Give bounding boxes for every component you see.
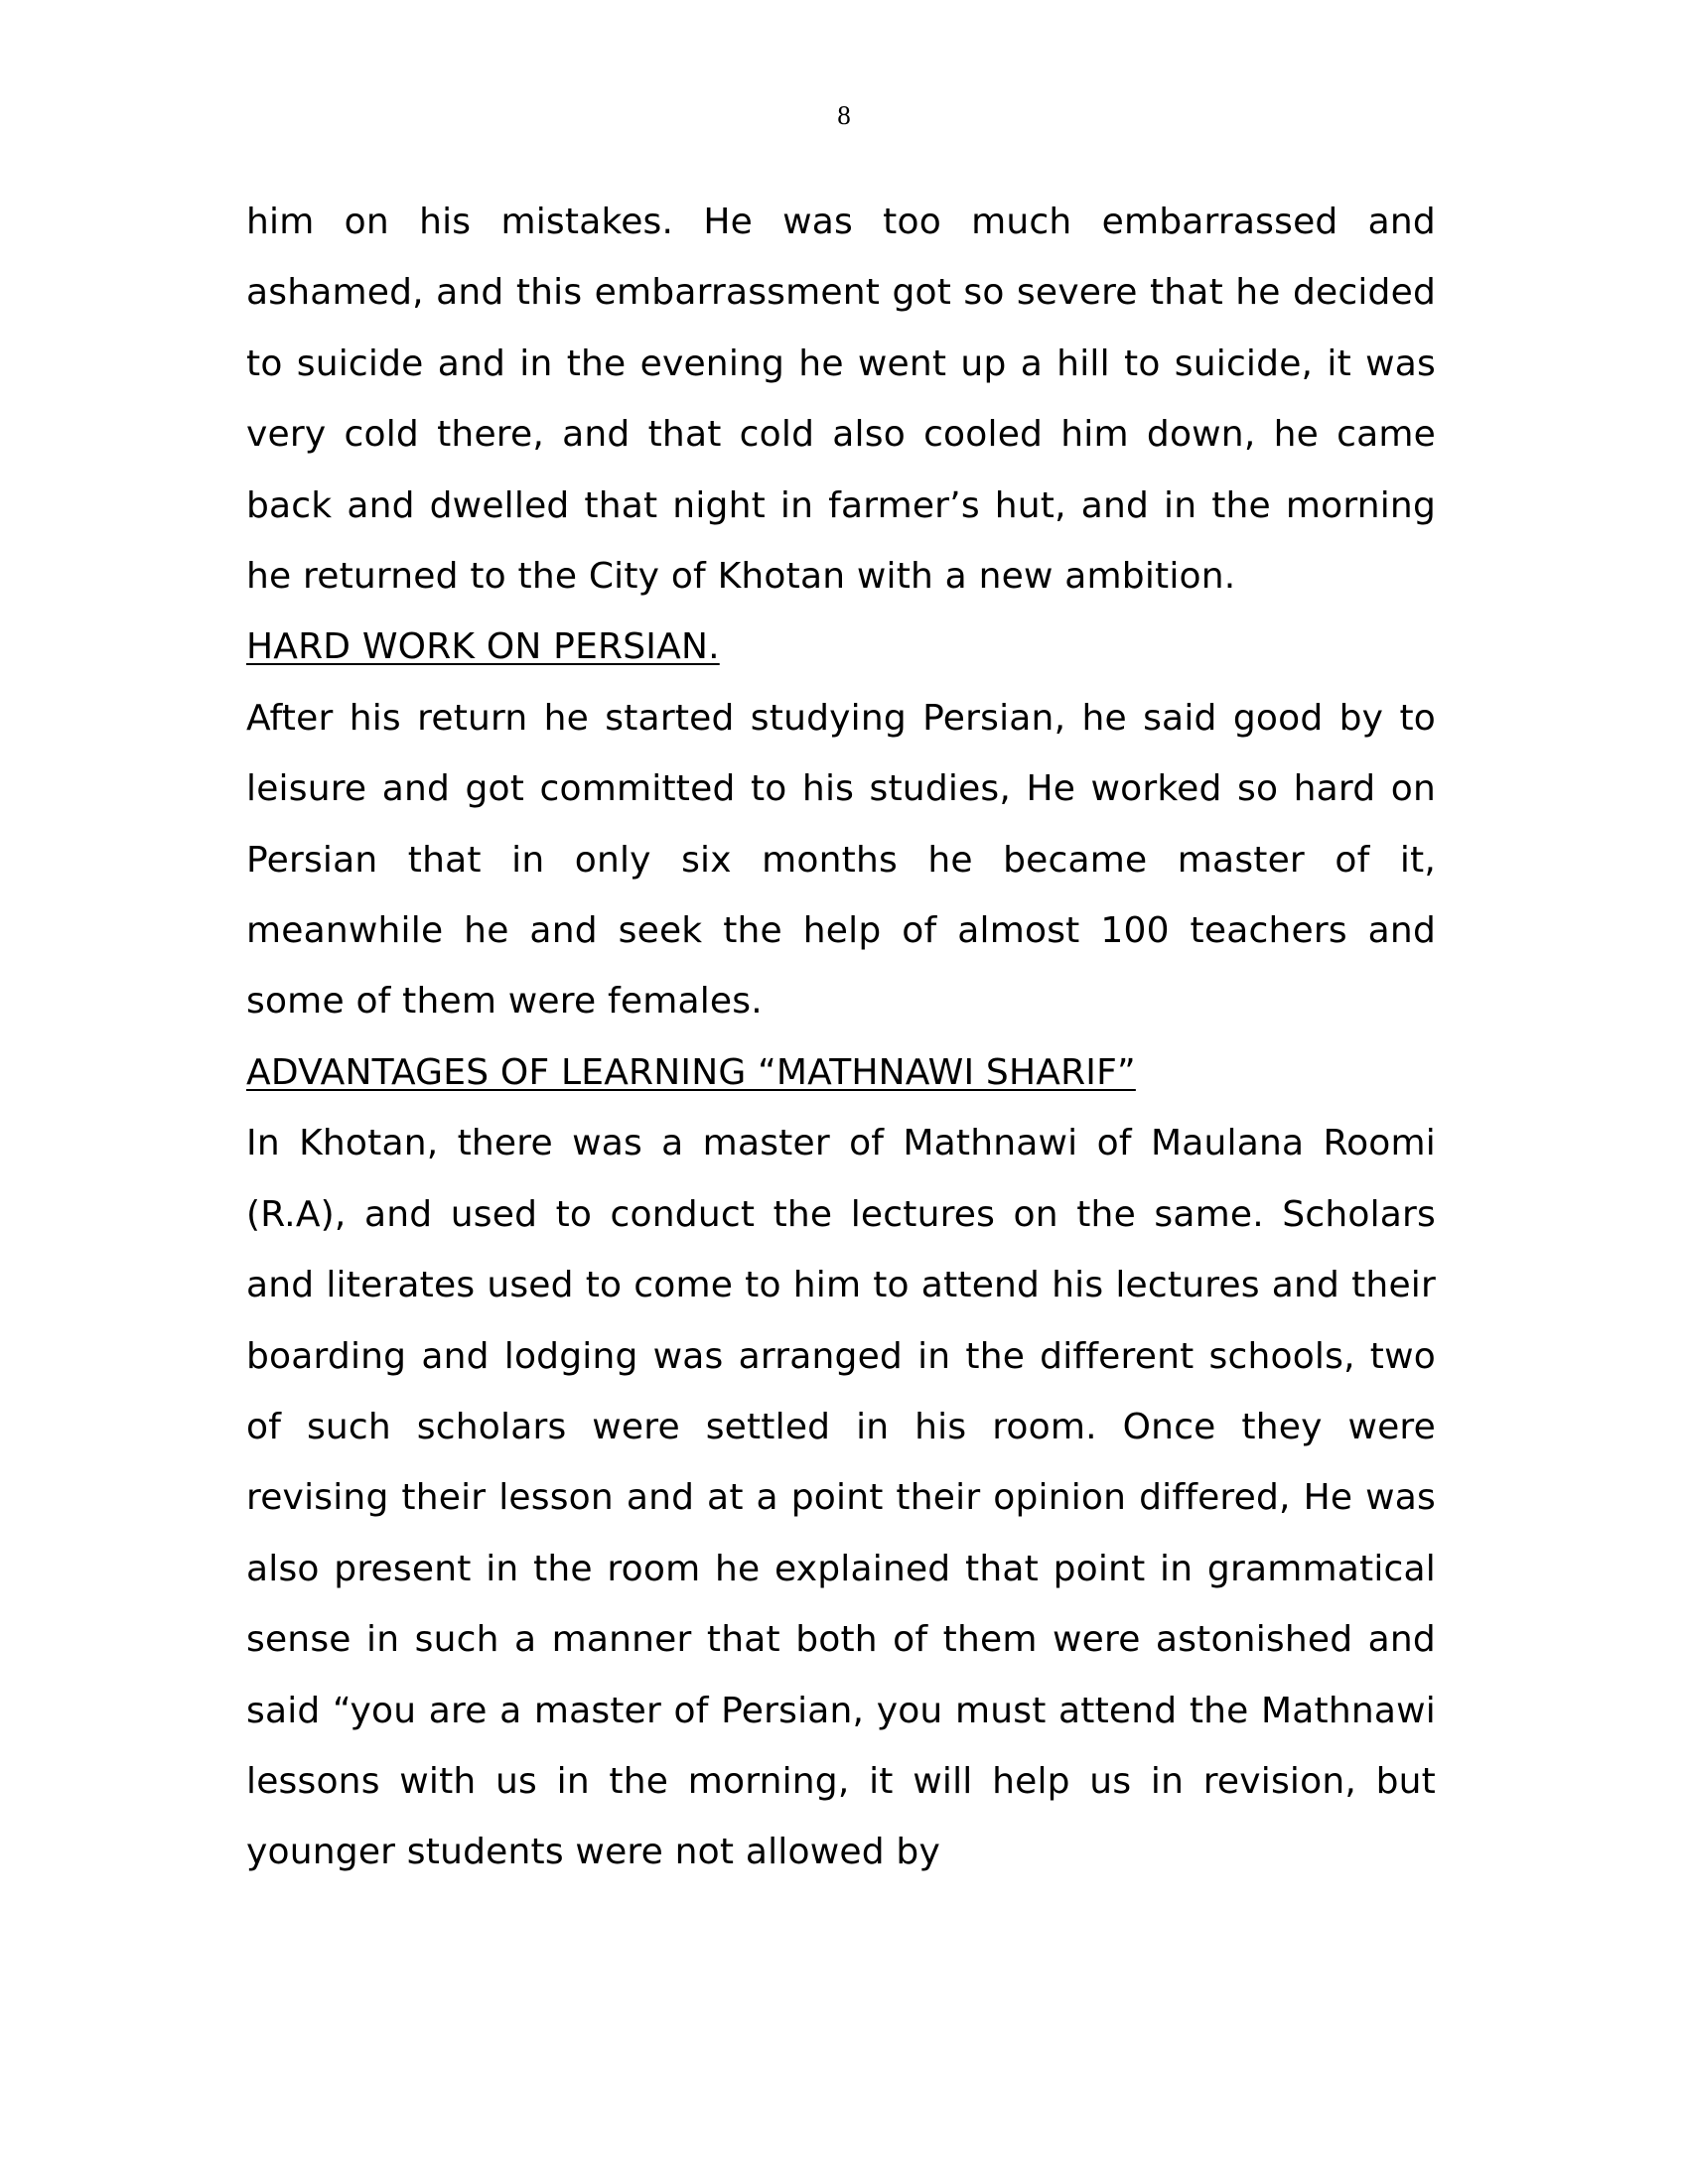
page-number: 8 bbox=[837, 100, 851, 130]
page-body bbox=[246, 187, 1436, 1888]
heading-hard-work-on-persian: HARD WORK ON PERSIAN. bbox=[246, 626, 720, 668]
paragraph-opening: him on his mistakes. He was too much embarrassed and ashamed, and this embarrassment got so severe that he decided to suicide and in the evening he went up a hill to suicide, it was very cold there, and that cold also cooled him down, he came back and dwelled that night in farmer’s hut, and in the morning he returned to the City of Khotan with a new ambition. bbox=[246, 202, 1436, 598]
paragraph-hard-work-on-persian: After his return he started studying Persian, he said good by to leisure and got committed to his studies, He worked so hard on Persian that in only six months he became master of it, meanwhile he and seek the help of almost 100 teachers and some of them were females. bbox=[246, 697, 1436, 1023]
heading-advantages-of-learning: ADVANTAGES OF LEARNING “MATHNAWI SHARIF” bbox=[246, 1051, 1136, 1093]
paragraph-advantages-of-learning: In Khotan, there was a master of Mathnawi of Maulana Roomi (R.A), and used to conduct the lectures on the same. Scholars and literates used to come to him to attend his lectures and their boarding and lodging was arranged in the different schools, two of such scholars were settled in his room. Once they were revising their lesson and at a point their opinion differed, He was also present in the room he explained that point in grammatical sense in such a manner that both of them were astonished and said “you are a master of Persian, you must attend the Mathnawi lessons with us in the morning, it will help us in revision, but younger students were not allowed by bbox=[246, 1123, 1436, 1873]
